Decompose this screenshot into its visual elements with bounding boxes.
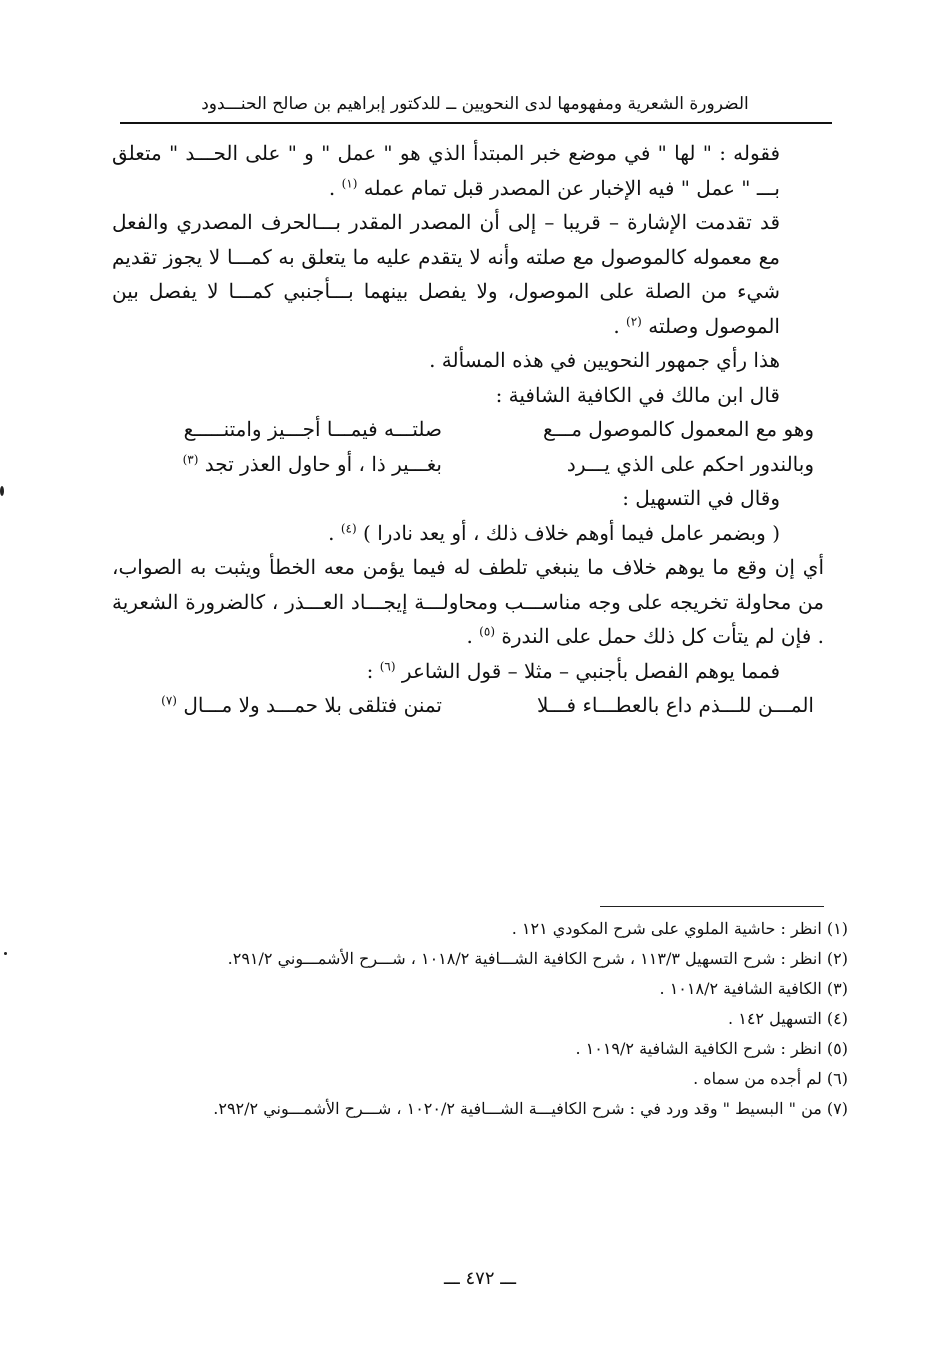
footnote-7: (٧) من " البسيط " وقد ورد في : شرح الكافيـــة الشـــافية ١٠٢٠/٢ ، شـــرح الأشمـــوني ٢٩٢/٢. [213, 1099, 848, 1118]
paragraph-6 [112, 516, 824, 551]
paragraph-6-text: ( وبضمر عامل فيما أوهم خلاف ذلك ، أو يعد نادرا ) [363, 520, 780, 545]
verse-1-first-hemistich: وهو مع المعمول كالموصول مـــع [543, 417, 814, 441]
footnote-ref-5: (٥) [479, 624, 495, 639]
verse-3 [112, 688, 824, 723]
footnote-6: (٦) لم أجده من سماه . [693, 1069, 848, 1088]
paragraph-7-end: . [466, 624, 480, 648]
paragraph-8 [112, 654, 824, 689]
footnote-ref-1: (١) [341, 175, 358, 190]
paragraph-2-text: قد تقدمت الإشارة – قريبا – إلى أن المصدر المقدر بـــالحرف المصدري والفعل مع معموله كالموصول مع صلته وأنه لا يتقدم عليه ما يتعلق به كمـــا لا يجوز تقديم شيء من الصلة على الموصول، ولا يفصل بينهما بـــأجنبي كمـــا لا يفصل بين الموصول وصلته [112, 210, 780, 338]
verse-3-first-hemistich: المـــن للـــذم داع بالعطـــاء فـــلا [537, 693, 814, 717]
footnote-1: (١) انظر : حاشية الملوي على شرح المكودي ١٢١ . [511, 919, 848, 938]
verse-2-second-hemistich [112, 447, 442, 482]
paragraph-4: قال ابن مالك في الكافية الشافية : [495, 382, 780, 407]
verse-1 [112, 412, 824, 447]
footnote-ref-6: (٦) [379, 658, 396, 673]
footnote-ref-4: (٤) [340, 520, 357, 535]
verse-3-second-hemistich-text: تمنن فتلقى بلا حمـــد ولا مـــال [183, 693, 442, 717]
verse-3-second-hemistich [112, 688, 442, 723]
paragraph-8-end: : [366, 658, 380, 683]
verse-2 [112, 447, 824, 482]
paragraph-7-text: أي إن وقع ما يوهم خلاف ما ينبغي تلطف له فيما يؤمن معه الخطأ ويثبت به الصواب، من محاولة تخريجه على وجه مناســـب ومحاولـــة إيجـــاد العـــذر ، كالضرورة الشعرية . فإن لم يتأت كل ذلك حمل على الندرة [112, 555, 824, 648]
paragraph-2 [112, 205, 824, 343]
header-rule [120, 122, 832, 124]
verse-1-second-hemistich: صلتـــه فيمـــا أجـــيز وامتنـــــع [183, 417, 442, 441]
paragraph-3: هذا رأي جمهور النحويين في هذه المسألة . [429, 348, 780, 372]
paragraph-1-end: . [328, 175, 342, 200]
paragraph-1-text: فقوله : " لها " في موضع خبر المبتدأ الذي هو " عمل " و " على الحـــد " متعلق بـــ " عمل " فيه الإخبار عن المصدر قبل تمام عمله [112, 141, 780, 200]
verse-2-second-hemistich-text: بغـــير ذا ، أو حاول العذر تجد [204, 451, 442, 476]
scan-speck [4, 952, 7, 955]
scan-speck [0, 486, 4, 496]
footnote-ref-2: (٢) [626, 313, 642, 328]
main-text [112, 136, 824, 723]
footnote-ref-7: (٧) [161, 693, 177, 708]
verse-2-first-hemistich: وبالندور احكم على الذي يـــرد [566, 451, 814, 476]
paragraph-1 [112, 136, 824, 205]
footnote-ref-3: (٣) [182, 451, 199, 466]
paragraph-5: وقال في التسهيل : [622, 486, 780, 510]
paragraph-8-text: فمما يوهم الفصل بأجنبي – مثلا – قول الشاعر [401, 658, 780, 683]
footnote-5: (٥) انظر : شرح الكافية الشافية ١٠١٩/٢ . [575, 1039, 848, 1058]
footnote-2: (٢) انظر : شرح التسهيل ١١٣/٣ ، شرح الكافية الشـــافية ١٠١٨/٢ ، شـــرح الأشمـــوني ٢٩١/٢. [227, 949, 848, 968]
paragraph-6-end: . [328, 520, 341, 545]
footnotes [136, 914, 848, 1124]
paragraph-7 [112, 550, 824, 654]
paragraph-2-end: . [613, 313, 627, 338]
page-number: ـــ ٤٧٢ ـــ [443, 1268, 517, 1289]
running-header: الضرورة الشعرية ومفهومها لدى النحويين ــ للدكتور إبراهيم بن صالح الحنـــدود [201, 94, 749, 114]
footnote-separator [600, 906, 824, 907]
footnote-4: (٤) التسهيل ١٤٢ . [728, 1009, 848, 1028]
footnote-3: (٣) الكافية الشافية ١٠١٨/٢ . [659, 979, 848, 998]
